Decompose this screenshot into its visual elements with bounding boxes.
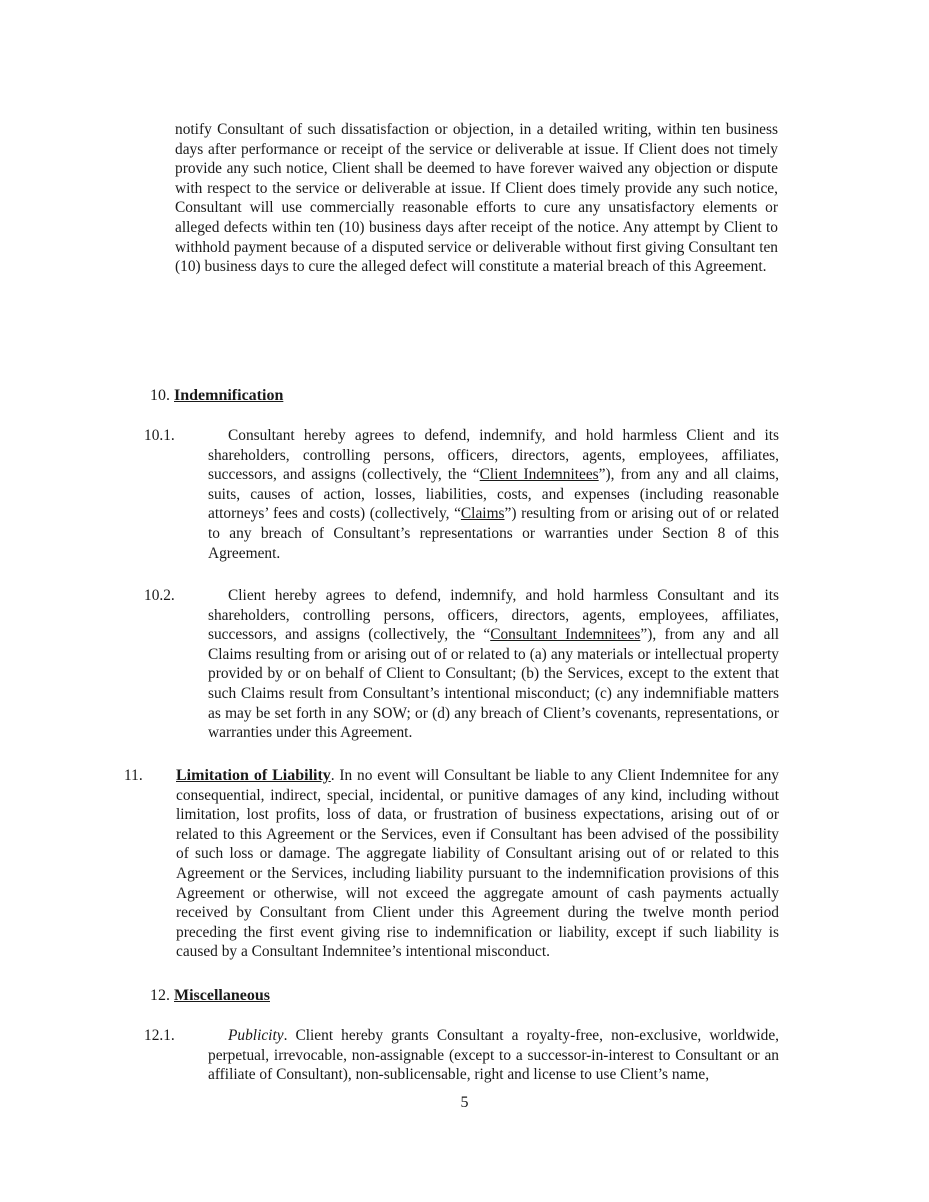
section-title: Limitation of Liability [176, 767, 331, 784]
clause-text [144, 586, 780, 743]
section-10-heading [150, 386, 283, 406]
clause-text-part: Client hereby agrees to defend, indemnify, and hold harmless Consultant and its shareholders, controlling persons, officers, directors, agents, employees, affiliates, successors, and assigns (collectively, the “ [208, 587, 779, 644]
section-number: 11. [124, 767, 143, 784]
clause-10-2 [144, 586, 780, 743]
defined-term-claims: Claims [460, 505, 505, 523]
clause-12-1 [144, 1026, 779, 1085]
clause-label: 10.2. [144, 587, 175, 604]
section-11-text [124, 766, 780, 962]
section-12-heading [150, 986, 270, 1006]
section-11-body: . In no event will Consultant be liable to any Client Indemnitee for any consequential, indirect, special, incidental, or punitive damages of any kind, including without limitation, lost profits, loss of data, or frustration of business expectations, arising out of or related to this Agreement or the Services, even if Consultant has been advised of the possibility of such loss or damage. The aggregate liability of Consultant arising out of or related to this Agreement or the Services, including liability pursuant to the indemnification provisions of this Agreement or otherwise, will not exceed the aggregate amount of cash payments actually received by Consultant from Client under this Agreement during the twelve month period preceding the first event giving rise to indemnification or liability, except if such liability is caused by a Consultant Indemnitee’s intentional misconduct. [176, 767, 780, 961]
clause-label: 12.1. [144, 1027, 175, 1044]
section-title: Miscellaneous [174, 987, 270, 1004]
clause-10-1 [144, 426, 780, 563]
clause-text-part: . Client hereby grants Consultant a royalty-free, non-exclusive, worldwide, perpetual, irrevocable, non-assignable (except to a successor-in-interest to Consultant or an affiliate of Consultant), non-sublicensable, right and license to use Client’s name, [208, 1027, 779, 1084]
section-title: Indemnification [174, 387, 284, 404]
page-number: 5 [460, 1094, 469, 1111]
clause-text-part: ”) resulting from or arising out of or related to any breach of Consultant’s representations or warranties under Section 8 of this Agreement. [208, 505, 779, 562]
clause-text-part: Consultant hereby agrees to defend, indemnify, and hold harmless Client and its shareholders, controlling persons, officers, directors, agents, employees, affiliates, successors, and assigns (collectively, the “ [208, 427, 779, 484]
section-number: 12. [150, 987, 170, 1004]
section-11 [124, 766, 780, 962]
clause-text-part: ”), from any and all Claims resulting from or arising out of or related to (a) any materials or intellectual property provided by or on behalf of Client to Consultant; (b) the Services, except to the extent that such Claims result from Consultant’s intentional misconduct; (c) any indemnifiable matters as may be set forth in any SOW; or (d) any breach of Client’s covenants, representations, or warranties under this Agreement. [208, 626, 780, 742]
clause-text [144, 1026, 779, 1085]
intro-paragraph [175, 120, 778, 277]
defined-term-client-indemnitees: Client Indemnitees [479, 466, 599, 484]
clause-title-publicity: Publicity [228, 1027, 284, 1044]
clause-label: 10.1. [144, 427, 175, 444]
intro-text: notify Consultant of such dissatisfaction or objection, in a detailed writing, within ten business days after performance or receipt of the service or deliverable at issue. If Client does not timely provide any such notice, Client shall be deemed to have forever waived any objection or dispute with respect to the service or deliverable at issue. If Client does timely provide any such notice, Consultant will use commercially reasonable efforts to cure any unsatisfactory elements or alleged defects within ten (10) business days after receipt of the notice. Any attempt by Client to withhold payment because of a disputed service or deliverable without first giving Consultant ten (10) business days to cure the alleged defect will constitute a material breach of this Agreement. [175, 121, 778, 276]
section-number: 10. [150, 387, 170, 404]
clause-text-part: ”), from any and all claims, suits, causes of action, losses, liabilities, costs, and expenses (including reasonable attorneys’ fees and costs) (collectively, “ [208, 466, 780, 523]
defined-term-consultant-indemnitees: Consultant Indemnitees [490, 626, 641, 644]
clause-text [144, 426, 780, 563]
